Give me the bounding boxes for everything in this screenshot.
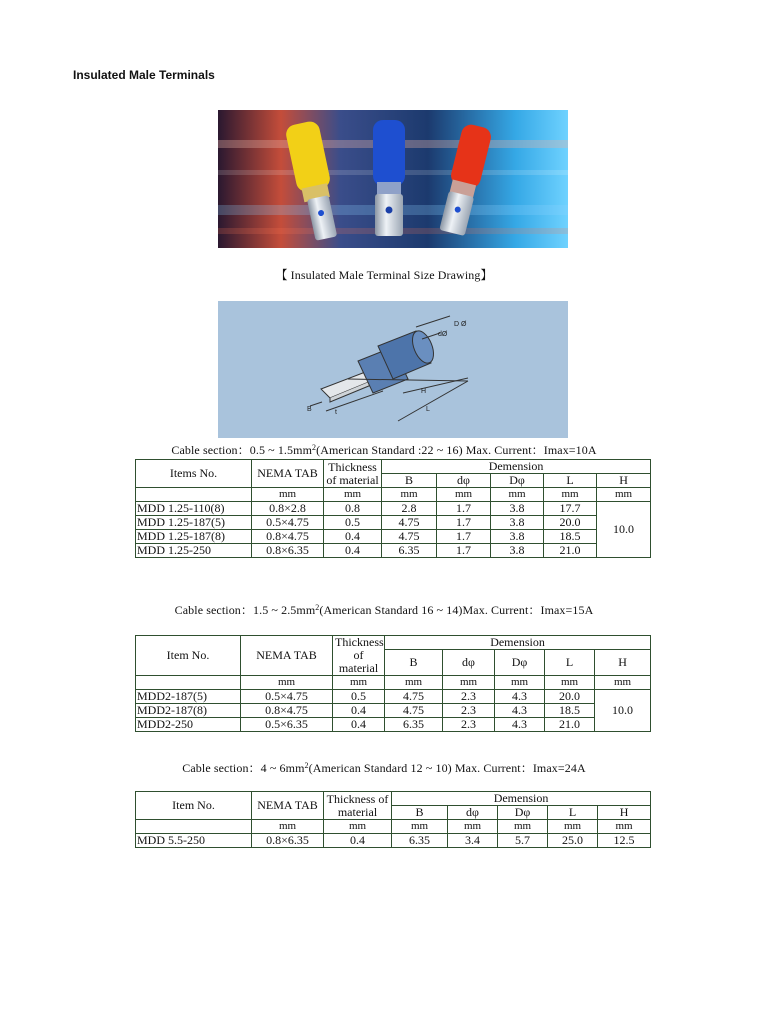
item-cell: MDD 1.25-110(8): [136, 502, 252, 516]
table-cell: 4.75: [385, 704, 443, 718]
table-cell: 0.8×6.35: [252, 834, 324, 848]
table-cell: 1.7: [437, 516, 491, 530]
drawing-label-L: L: [426, 406, 430, 413]
table-cell: 6.35: [392, 834, 448, 848]
table-cell: 18.5: [545, 704, 595, 718]
header-item: Item No.: [136, 636, 241, 676]
table-cell: 2.3: [443, 690, 495, 704]
table-cell: 1.7: [437, 530, 491, 544]
h-value-cell: 10.0: [597, 502, 651, 558]
units-row: [136, 488, 651, 502]
page-title: Insulated Male Terminals: [73, 68, 215, 82]
terminal-dimension-drawing: [218, 301, 568, 438]
header-b: B: [392, 806, 448, 820]
table-cell: 0.4: [324, 834, 392, 848]
table-cell: 0.4: [333, 704, 385, 718]
table-cell: 2.8: [382, 502, 437, 516]
header-h: H: [598, 806, 651, 820]
table-cell: 0.5×4.75: [252, 516, 324, 530]
table-row: [136, 704, 651, 718]
unit-cell: mm: [392, 820, 448, 834]
header-thickness: Thickness of material: [333, 636, 385, 676]
units-row: [136, 676, 651, 690]
table-cell: 0.8×4.75: [241, 704, 333, 718]
table-row: [136, 516, 651, 530]
header-item: Item No.: [136, 792, 252, 820]
table-cell: 3.8: [491, 516, 544, 530]
drawing-label-B: B: [307, 406, 312, 413]
header-nema: NEMA TAB: [252, 460, 324, 488]
unit-cell: mm: [597, 488, 651, 502]
table-cell: 4.3: [495, 690, 545, 704]
table-cell: 20.0: [544, 516, 597, 530]
table-cell: 6.35: [385, 718, 443, 732]
table-cell: 0.8×6.35: [252, 544, 324, 558]
unit-cell: mm: [495, 676, 545, 690]
table-cell: 3.8: [491, 502, 544, 516]
header-l: L: [544, 474, 597, 488]
table-cell: 2.3: [443, 718, 495, 732]
table-cell: 6.35: [382, 544, 437, 558]
drawing-label-d: dØ: [438, 331, 448, 338]
table-cell: 4.3: [495, 718, 545, 732]
table-cell: 4.3: [495, 704, 545, 718]
item-cell: MDD 5.5-250: [136, 834, 252, 848]
unit-cell: mm: [491, 488, 544, 502]
table-cell: 1.7: [437, 502, 491, 516]
table-row: [136, 834, 651, 848]
header-dimension: Demension: [392, 792, 651, 806]
table-cell: 4.75: [382, 530, 437, 544]
table-cell: 0.8×4.75: [252, 530, 324, 544]
table-cell: 0.4: [324, 530, 382, 544]
item-cell: MDD2-250: [136, 718, 241, 732]
table-cell: 0.5×6.35: [241, 718, 333, 732]
unit-cell: mm: [595, 676, 651, 690]
table-cell: 4.75: [382, 516, 437, 530]
table-cell: 1.7: [437, 544, 491, 558]
section1-caption: Cable section：0.5 ~ $1.5mm^2(American$ Standard :22 ~ 16) Max. Current：Imax=10A: [171, 443, 597, 457]
header-h: H: [595, 650, 651, 676]
unit-cell: mm: [382, 488, 437, 502]
item-cell: MDD2-187(8): [136, 704, 241, 718]
table-row: [136, 502, 651, 516]
table-cell: 2.3: [443, 704, 495, 718]
header-l: L: [548, 806, 598, 820]
unit-cell: mm: [548, 820, 598, 834]
table-cell: 0.8×2.8: [252, 502, 324, 516]
header-dphi: dφ: [443, 650, 495, 676]
unit-cell: mm: [241, 676, 333, 690]
item-cell: MDD 1.25-187(8): [136, 530, 252, 544]
drawing-label-t: t: [335, 409, 337, 416]
section3-table: [135, 791, 651, 848]
table-cell: 0.5: [333, 690, 385, 704]
unit-cell: mm: [448, 820, 498, 834]
header-Dphi: Dφ: [498, 806, 548, 820]
item-cell: MDD 1.25-250: [136, 544, 252, 558]
table-cell: 3.8: [491, 530, 544, 544]
table-cell: 0.5: [324, 516, 382, 530]
table-cell: 17.7: [544, 502, 597, 516]
table-cell: 0.5×4.75: [241, 690, 333, 704]
h-value-cell: 10.0: [595, 690, 651, 732]
drawing-label-H: H: [421, 388, 427, 395]
table-cell: 20.0: [545, 690, 595, 704]
unit-cell: mm: [545, 676, 595, 690]
table-cell: 3.8: [491, 544, 544, 558]
unit-cell: mm: [324, 488, 382, 502]
unit-cell: mm: [324, 820, 392, 834]
header-item: Items No.: [136, 460, 252, 488]
table-cell: 5.7: [498, 834, 548, 848]
unit-cell: mm: [333, 676, 385, 690]
unit-cell: mm: [385, 676, 443, 690]
header-h: H: [597, 474, 651, 488]
header-b: B: [382, 474, 437, 488]
header-nema: NEMA TAB: [252, 792, 324, 820]
drawing-label-D: D Ø: [454, 321, 467, 328]
units-row: [136, 820, 651, 834]
unit-cell: mm: [598, 820, 651, 834]
table-cell: 0.4: [333, 718, 385, 732]
section1-table: [135, 459, 651, 558]
table-cell: 0.4: [324, 544, 382, 558]
table-cell: 25.0: [548, 834, 598, 848]
section3-caption: Cable section：4 ~ $6mm^2(American$ Standard 12 ~ 10) Max. Current：Imax=24A: [182, 761, 586, 775]
unit-cell: mm: [252, 820, 324, 834]
table-cell: 4.75: [385, 690, 443, 704]
table-cell: 3.4: [448, 834, 498, 848]
item-cell: MDD2-187(5): [136, 690, 241, 704]
header-nema: NEMA TAB: [241, 636, 333, 676]
table-cell: 0.8: [324, 502, 382, 516]
table-cell: 18.5: [544, 530, 597, 544]
colored-terminals-photo: [218, 110, 568, 248]
table-row: [136, 530, 651, 544]
table-cell: 12.5: [598, 834, 651, 848]
table-row: [136, 544, 651, 558]
header-dimension: Demension: [385, 636, 651, 650]
header-Dphi: Dφ: [491, 474, 544, 488]
section2-caption: Cable section：1.5 ~ $2.5mm^2(American$ Standard 16 ~ 14)Max. Current：Imax=15A: [174, 603, 594, 617]
header-thickness: Thickness of material: [324, 460, 382, 488]
header-l: L: [545, 650, 595, 676]
unit-cell: mm: [443, 676, 495, 690]
figure-caption: 【 Insulated Male Terminal Size Drawing】: [275, 268, 493, 282]
table-row: [136, 690, 651, 704]
unit-cell: mm: [437, 488, 491, 502]
unit-cell: mm: [498, 820, 548, 834]
section2-table: [135, 635, 651, 732]
table-row: [136, 718, 651, 732]
unit-cell: mm: [252, 488, 324, 502]
unit-cell: mm: [544, 488, 597, 502]
header-b: B: [385, 650, 443, 676]
header-thickness: Thickness of material: [324, 792, 392, 820]
table-cell: 21.0: [544, 544, 597, 558]
header-Dphi: Dφ: [495, 650, 545, 676]
header-dphi: dφ: [437, 474, 491, 488]
item-cell: MDD 1.25-187(5): [136, 516, 252, 530]
header-dimension: Demension: [382, 460, 651, 474]
header-dphi: dφ: [448, 806, 498, 820]
table-cell: 21.0: [545, 718, 595, 732]
